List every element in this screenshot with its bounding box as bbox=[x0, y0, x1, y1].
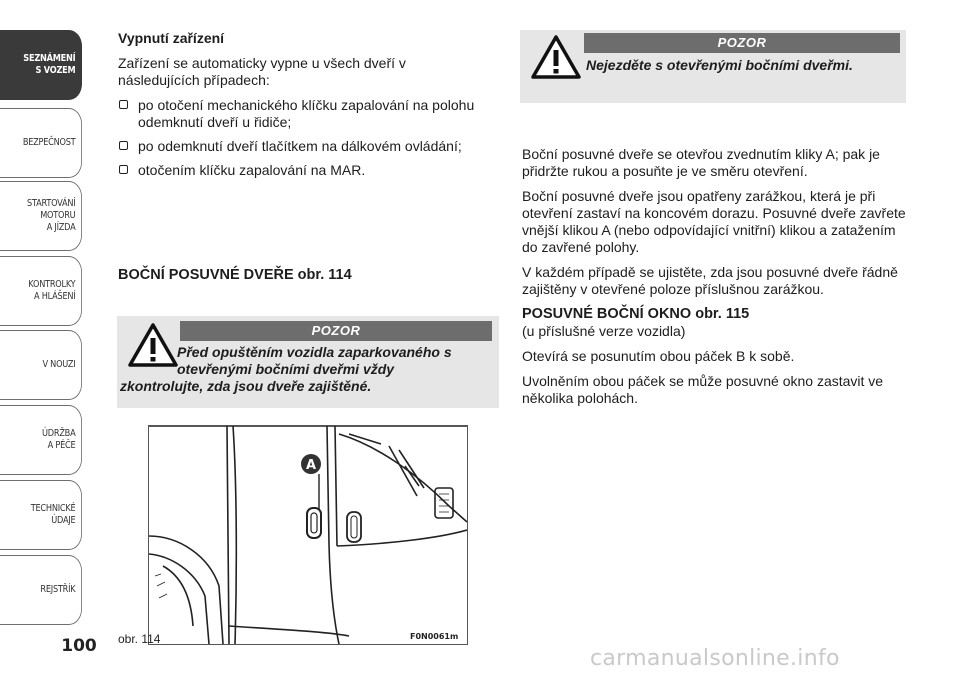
section-title-sliding-doors: BOČNÍ POSUVNÉ DVEŘE obr. 114 bbox=[118, 267, 352, 283]
warning-title-bar: POZOR bbox=[180, 321, 492, 341]
paragraph: Uvolněním obou páček se může posuvné okno zastavit ve několika polohách. bbox=[522, 373, 884, 406]
warning-box-right bbox=[520, 30, 906, 103]
checkbox-bullet-icon bbox=[119, 100, 128, 109]
figure-code: F0N0061m bbox=[410, 632, 459, 641]
warning-triangle-icon bbox=[530, 34, 582, 80]
warning-text-part: Před opuštěním vozidla zaparkovaného s otevřenými bočními dveřmi vždy bbox=[177, 344, 452, 377]
tab-kontrolky[interactable]: KONTROLKY A HLÁŠENÍ bbox=[0, 256, 82, 326]
tab-technicke-udaje[interactable]: TECHNICKÉ ÚDAJE bbox=[0, 480, 82, 550]
checkbox-bullet-icon bbox=[119, 141, 128, 150]
figure-sliding-door bbox=[148, 425, 468, 645]
chapter-sidebar bbox=[0, 0, 104, 677]
section-title-window: POSUVNÉ BOČNÍ OKNO obr. 115 bbox=[522, 306, 750, 322]
tab-startovani-motoru[interactable]: STARTOVÁNÍ MOTORU A JÍZDA bbox=[0, 181, 82, 251]
window-note: (u příslušné verze vozidla) bbox=[522, 323, 686, 339]
list-item: po odemknutí dveří tlačítkem na dálkovém ovládání; bbox=[118, 138, 498, 155]
warning-title-bar: POZOR bbox=[584, 33, 900, 53]
bullet-list bbox=[118, 97, 498, 179]
left-column bbox=[118, 30, 498, 186]
paragraph: V každém případě se ujistěte, zda jsou posuvné dveře řádně zajištěny v otevřené poloze příslušnou zarážkou. bbox=[522, 264, 898, 297]
list-item: otočením klíčku zapalování na MAR. bbox=[118, 162, 498, 179]
right-column bbox=[522, 146, 906, 415]
checkbox-bullet-icon bbox=[119, 165, 128, 174]
warning-text-part: zkontrolujte, zda jsou dveře zajištěné. bbox=[120, 378, 372, 394]
tab-v-nouzi[interactable]: V NOUZI bbox=[0, 330, 82, 400]
warning-text: Nejezděte s otevřenými bočními dveřmi. bbox=[586, 57, 853, 73]
window-section bbox=[522, 306, 906, 407]
intro-paragraph: Zařízení se automaticky vypne u všech dveří v následujících případech: bbox=[118, 55, 406, 88]
paragraph: Boční posuvné dveře se otevřou zvednutím kliky A; pak je přidržte rukou a posuňte je ve směru otevření. bbox=[522, 146, 880, 179]
tab-udrzba[interactable]: ÚDRŽBA A PÉČE bbox=[0, 405, 82, 475]
page-number: 100 bbox=[61, 636, 97, 656]
tab-rejstrik[interactable]: REJSTŘÍK bbox=[0, 555, 82, 625]
list-item: po otočení mechanického klíčku zapalování na polohu odemknutí dveří u řidiče; bbox=[118, 97, 498, 131]
warning-triangle-icon bbox=[127, 322, 179, 368]
callout-label-a: A bbox=[305, 458, 317, 473]
figure-caption: obr. 114 bbox=[118, 632, 161, 646]
warning-box-left bbox=[117, 316, 499, 408]
tab-bezpecnost[interactable]: BEZPEČNOST bbox=[0, 108, 82, 178]
paragraph: Otevírá se posunutím obou páček B k sobě. bbox=[522, 348, 795, 364]
tab-seznameni-s-vozem[interactable]: SEZNÁMENÍ S VOZEM bbox=[0, 30, 82, 100]
van-door-illustration bbox=[149, 426, 468, 645]
heading-vypnuti: Vypnutí zařízení bbox=[118, 30, 225, 46]
watermark: carmanualsonline.info bbox=[590, 646, 840, 671]
paragraph: Boční posuvné dveře jsou opatřeny zarážkou, která je při otevření zastaví na koncovém dorazu. Posuvné dveře zavřete vnější klikou A (nebo odpovídající vnitřní) klikou a zatažením do zavřené polohy. bbox=[522, 188, 906, 255]
